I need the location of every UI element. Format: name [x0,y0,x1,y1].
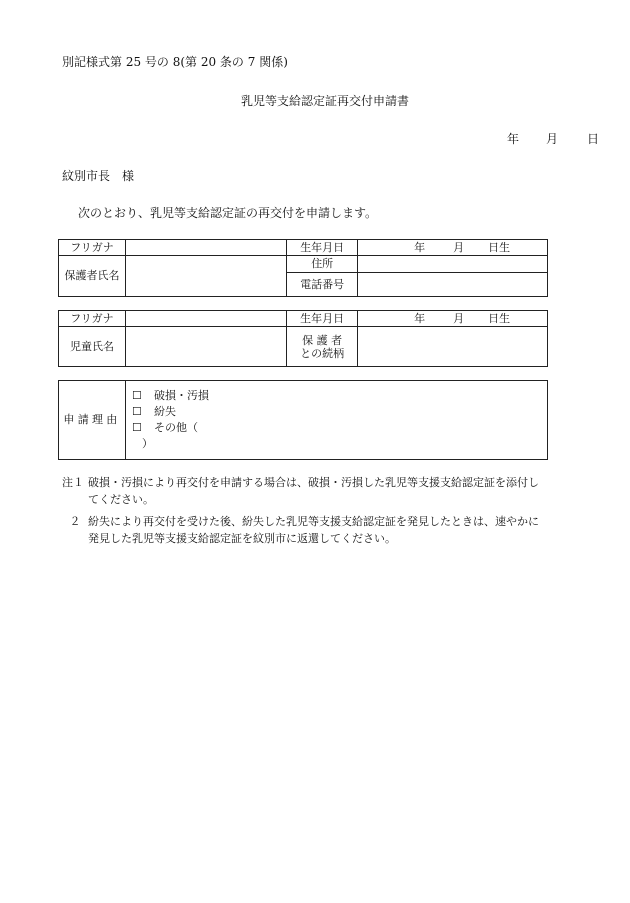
guardian-name-field[interactable] [125,256,286,297]
reason-label: 申請理由 [59,381,126,460]
note-1-number: 注１ [62,476,84,489]
guardian-address-field[interactable] [358,256,548,273]
reason-other-close-paren: ） [141,437,153,450]
reason-options [125,381,547,460]
child-relation-field[interactable] [358,327,548,367]
date-day: 日 [587,132,600,146]
note-2-line2: 発見した乳児等支援支給認定証を紋別市に返還してください。 [88,532,396,545]
intro-text: 次のとおり、乳児等支給認定証の再交付を申請します。 [78,206,378,220]
checkbox-icon[interactable]: ☐ [131,405,142,418]
child-furigana-field[interactable] [125,311,286,327]
note-2-number: ２ [69,515,81,528]
checkbox-icon[interactable]: ☐ [131,421,142,434]
guardian-birth-year: 年 [414,240,426,254]
child-table [58,310,548,367]
child-name-label: 児童氏名 [59,327,126,367]
reason-option-other-text: その他（ [153,421,198,434]
child-birth-year: 年 [414,311,426,325]
child-furigana-label: フリガナ [59,311,126,327]
child-relation-label-line1: 保 護 者 [302,333,343,347]
date-month: 月 [546,132,559,146]
guardian-furigana-field[interactable] [125,240,286,256]
guardian-furigana-label: フリガナ [59,240,126,256]
guardian-birth-day: 日生 [488,240,511,254]
guardian-birth-label: 生年月日 [287,240,358,256]
reason-option-other[interactable] [132,420,544,436]
child-birth-field[interactable] [358,311,548,327]
note-1-line2: てください。 [88,493,154,506]
note-1 [62,474,602,508]
note-2-line1: 紛失により再交付を受けた後、紛失した乳児等支援支給認定証を発見したときは、速やかに [88,515,539,528]
reason-option-damage-text: 破損・汚損 [153,389,209,402]
guardian-phone-field[interactable] [358,273,548,297]
date-year: 年 [507,132,520,146]
form-reference: 別記様式第 25 号の 8(第 20 条の 7 関係) [62,55,288,69]
form-title: 乳児等支給認定証再交付申請書 [241,94,410,108]
note-1-line1: 破損・汚損により再交付を申請する場合は、破損・汚損した乳児等支援支給認定証を添付し [88,476,539,489]
guardian-birth-field[interactable] [358,240,548,256]
note-2 [62,513,602,547]
guardian-birth-month: 月 [453,240,465,254]
child-name-field[interactable] [125,327,286,367]
child-birth-day: 日生 [488,311,511,325]
reason-option-damage[interactable] [132,388,544,404]
reason-option-lost-text: 紛失 [153,405,176,418]
child-relation-label-line2: との続柄 [300,346,345,360]
guardian-address-label: 住所 [287,256,358,273]
addressee: 紋別市長 様 [62,169,135,183]
reason-table [58,380,548,460]
checkbox-icon[interactable]: ☐ [131,389,142,402]
reason-option-lost[interactable] [132,404,544,420]
guardian-table [58,239,548,297]
child-birth-label: 生年月日 [287,311,358,327]
child-birth-month: 月 [453,311,465,325]
guardian-phone-label: 電話番号 [287,273,358,297]
child-relation-label [287,327,358,367]
guardian-name-label: 保護者氏名 [59,256,126,297]
